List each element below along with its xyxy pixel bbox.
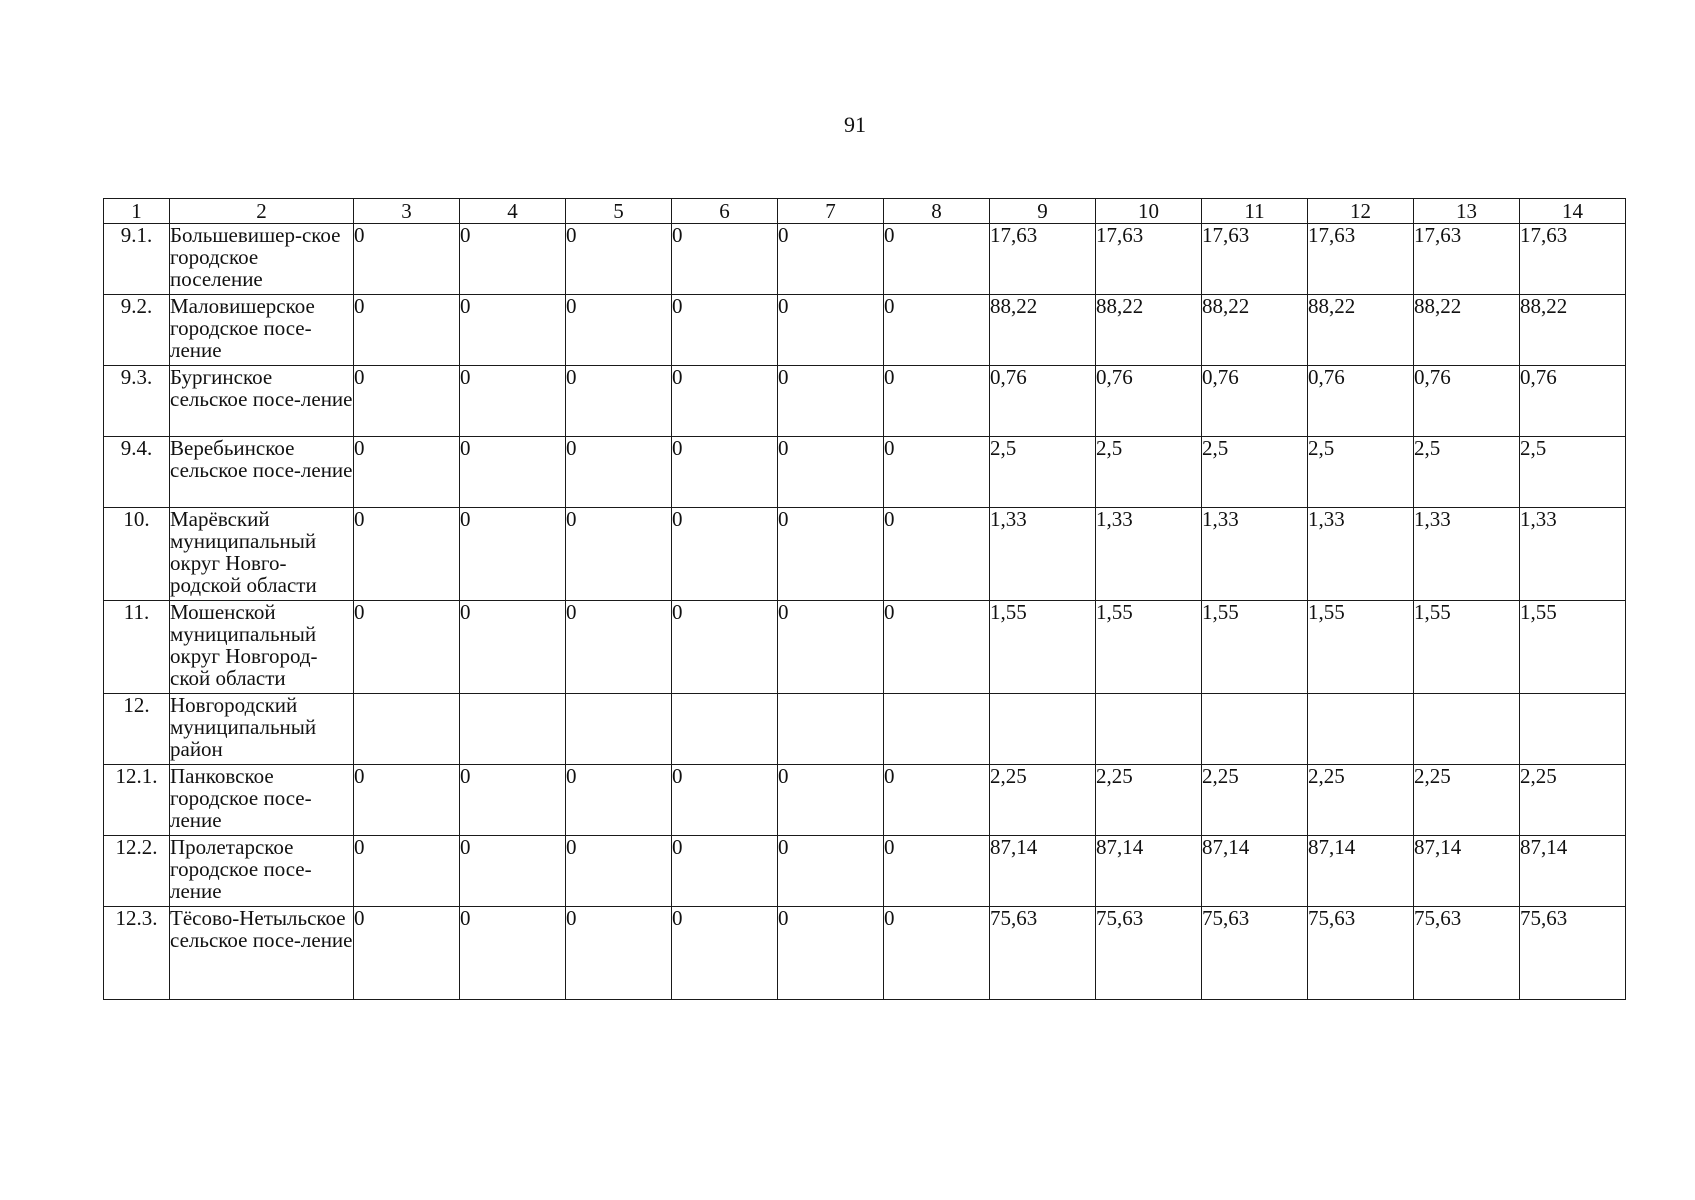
table-row (104, 836, 1626, 907)
column-header: 1 (104, 199, 170, 224)
value-cell: 17,63 (1308, 224, 1414, 295)
value-cell: 0 (672, 601, 778, 694)
value-cell: 0 (460, 508, 566, 601)
table-row (104, 437, 1626, 508)
value-cell (778, 694, 884, 765)
table-row (104, 366, 1626, 437)
value-cell: 1,55 (1520, 601, 1626, 694)
value-cell (1520, 694, 1626, 765)
row-number: 9.4. (104, 437, 170, 508)
value-cell: 88,22 (990, 295, 1096, 366)
value-cell: 88,22 (1520, 295, 1626, 366)
municipality-name: Большевишер-ское городское поселение (170, 224, 354, 295)
header-row (104, 199, 1626, 224)
value-cell: 0 (778, 437, 884, 508)
value-cell: 75,63 (990, 907, 1096, 1000)
value-cell: 87,14 (1096, 836, 1202, 907)
value-cell: 2,5 (1308, 437, 1414, 508)
value-cell: 17,63 (1202, 224, 1308, 295)
value-cell: 2,5 (1520, 437, 1626, 508)
value-cell: 17,63 (1096, 224, 1202, 295)
value-cell: 0 (460, 907, 566, 1000)
column-header: 9 (990, 199, 1096, 224)
value-cell: 0 (566, 765, 672, 836)
column-header: 5 (566, 199, 672, 224)
column-header: 6 (672, 199, 778, 224)
column-header: 13 (1414, 199, 1520, 224)
value-cell: 0 (778, 601, 884, 694)
value-cell: 0 (460, 437, 566, 508)
page-number: 91 (844, 112, 866, 137)
table-row (104, 224, 1626, 295)
value-cell: 0 (672, 836, 778, 907)
value-cell: 75,63 (1520, 907, 1626, 1000)
value-cell: 0 (566, 601, 672, 694)
value-cell: 1,55 (1096, 601, 1202, 694)
value-cell: 0 (884, 601, 990, 694)
value-cell: 0 (354, 224, 460, 295)
value-cell (884, 694, 990, 765)
value-cell: 2,5 (990, 437, 1096, 508)
row-number: 12.3. (104, 907, 170, 1000)
value-cell: 0 (778, 836, 884, 907)
value-cell: 1,33 (990, 508, 1096, 601)
value-cell: 2,25 (1520, 765, 1626, 836)
value-cell: 0 (884, 366, 990, 437)
value-cell: 0 (354, 437, 460, 508)
value-cell: 0,76 (1520, 366, 1626, 437)
value-cell: 75,63 (1414, 907, 1520, 1000)
value-cell (1414, 694, 1520, 765)
row-number: 12.2. (104, 836, 170, 907)
municipality-name: Веребьинское сельское посе-ление (170, 437, 354, 508)
value-cell: 0 (460, 765, 566, 836)
value-cell: 0 (672, 907, 778, 1000)
value-cell: 0 (354, 907, 460, 1000)
column-header: 10 (1096, 199, 1202, 224)
value-cell: 2,25 (1308, 765, 1414, 836)
value-cell (1202, 694, 1308, 765)
value-cell: 1,55 (990, 601, 1096, 694)
row-number: 11. (104, 601, 170, 694)
municipality-name: Мошенской муниципальный округ Новгород-ской области (170, 601, 354, 694)
value-cell: 0 (460, 601, 566, 694)
value-cell: 87,14 (1308, 836, 1414, 907)
value-cell: 88,22 (1096, 295, 1202, 366)
value-cell: 87,14 (1202, 836, 1308, 907)
value-cell: 0 (778, 907, 884, 1000)
value-cell: 0 (672, 437, 778, 508)
value-cell: 2,25 (990, 765, 1096, 836)
value-cell: 0 (354, 366, 460, 437)
value-cell (1096, 694, 1202, 765)
value-cell: 0 (460, 295, 566, 366)
value-cell: 1,33 (1202, 508, 1308, 601)
value-cell: 0 (778, 765, 884, 836)
value-cell: 1,33 (1520, 508, 1626, 601)
value-cell: 0 (354, 601, 460, 694)
value-cell: 0 (354, 765, 460, 836)
value-cell: 0 (354, 836, 460, 907)
value-cell: 17,63 (1414, 224, 1520, 295)
value-cell: 0 (460, 836, 566, 907)
municipality-name: Бургинское сельское посе-ление (170, 366, 354, 437)
value-cell: 0 (566, 366, 672, 437)
value-cell (990, 694, 1096, 765)
value-cell: 1,33 (1096, 508, 1202, 601)
value-cell: 75,63 (1308, 907, 1414, 1000)
value-cell: 1,55 (1414, 601, 1520, 694)
value-cell: 0 (884, 836, 990, 907)
value-cell: 88,22 (1202, 295, 1308, 366)
column-header: 14 (1520, 199, 1626, 224)
value-cell: 0 (778, 366, 884, 437)
table-row (104, 601, 1626, 694)
value-cell: 0 (884, 765, 990, 836)
value-cell: 75,63 (1202, 907, 1308, 1000)
value-cell: 0 (672, 508, 778, 601)
data-table (103, 198, 1626, 1000)
value-cell: 2,25 (1202, 765, 1308, 836)
value-cell: 2,25 (1096, 765, 1202, 836)
municipality-name: Панковское городское посе-ление (170, 765, 354, 836)
value-cell: 1,33 (1414, 508, 1520, 601)
value-cell: 0 (566, 508, 672, 601)
value-cell: 17,63 (1520, 224, 1626, 295)
value-cell: 0 (566, 295, 672, 366)
column-header: 8 (884, 199, 990, 224)
value-cell: 87,14 (990, 836, 1096, 907)
value-cell: 0 (672, 765, 778, 836)
value-cell: 0 (566, 224, 672, 295)
value-cell: 0 (354, 508, 460, 601)
row-number: 9.2. (104, 295, 170, 366)
value-cell: 0 (672, 224, 778, 295)
value-cell (1308, 694, 1414, 765)
value-cell: 87,14 (1520, 836, 1626, 907)
value-cell (354, 694, 460, 765)
value-cell: 88,22 (1414, 295, 1520, 366)
value-cell: 0 (884, 224, 990, 295)
value-cell: 0 (566, 437, 672, 508)
table-row (104, 907, 1626, 1000)
row-number: 9.3. (104, 366, 170, 437)
table-row (104, 295, 1626, 366)
value-cell: 87,14 (1414, 836, 1520, 907)
value-cell: 0 (778, 508, 884, 601)
value-cell: 88,22 (1308, 295, 1414, 366)
value-cell: 0 (672, 366, 778, 437)
value-cell: 1,33 (1308, 508, 1414, 601)
value-cell: 0 (460, 224, 566, 295)
table-row (104, 694, 1626, 765)
table-body (104, 224, 1626, 1000)
value-cell: 0,76 (990, 366, 1096, 437)
value-cell (460, 694, 566, 765)
value-cell: 2,5 (1096, 437, 1202, 508)
value-cell: 1,55 (1202, 601, 1308, 694)
value-cell: 0 (672, 295, 778, 366)
value-cell: 0 (354, 295, 460, 366)
value-cell: 2,5 (1202, 437, 1308, 508)
value-cell: 75,63 (1096, 907, 1202, 1000)
municipality-name: Пролетарское городское посе-ление (170, 836, 354, 907)
value-cell: 0 (566, 907, 672, 1000)
value-cell (566, 694, 672, 765)
value-cell: 0,76 (1096, 366, 1202, 437)
value-cell: 0 (566, 836, 672, 907)
value-cell: 0 (884, 437, 990, 508)
column-header: 7 (778, 199, 884, 224)
column-header: 2 (170, 199, 354, 224)
column-header: 12 (1308, 199, 1414, 224)
value-cell: 17,63 (990, 224, 1096, 295)
value-cell: 0 (884, 295, 990, 366)
column-header: 3 (354, 199, 460, 224)
value-cell: 0 (884, 907, 990, 1000)
value-cell: 1,55 (1308, 601, 1414, 694)
value-cell: 2,25 (1414, 765, 1520, 836)
row-number: 9.1. (104, 224, 170, 295)
table-row (104, 765, 1626, 836)
municipality-name: Марёвский муниципальный округ Новго-родской области (170, 508, 354, 601)
column-header: 11 (1202, 199, 1308, 224)
value-cell: 0 (884, 508, 990, 601)
row-number: 12.1. (104, 765, 170, 836)
value-cell (672, 694, 778, 765)
municipality-name: Новгородский муниципальный район (170, 694, 354, 765)
row-number: 12. (104, 694, 170, 765)
table-row (104, 508, 1626, 601)
value-cell: 0,76 (1308, 366, 1414, 437)
row-number: 10. (104, 508, 170, 601)
value-cell: 0 (778, 295, 884, 366)
value-cell: 0 (460, 366, 566, 437)
value-cell: 0,76 (1202, 366, 1308, 437)
municipality-name: Тёсово-Нетыльское сельское посе-ление (170, 907, 354, 1000)
column-header: 4 (460, 199, 566, 224)
value-cell: 0 (778, 224, 884, 295)
value-cell: 2,5 (1414, 437, 1520, 508)
municipality-name: Маловишерское городское посе-ление (170, 295, 354, 366)
value-cell: 0,76 (1414, 366, 1520, 437)
